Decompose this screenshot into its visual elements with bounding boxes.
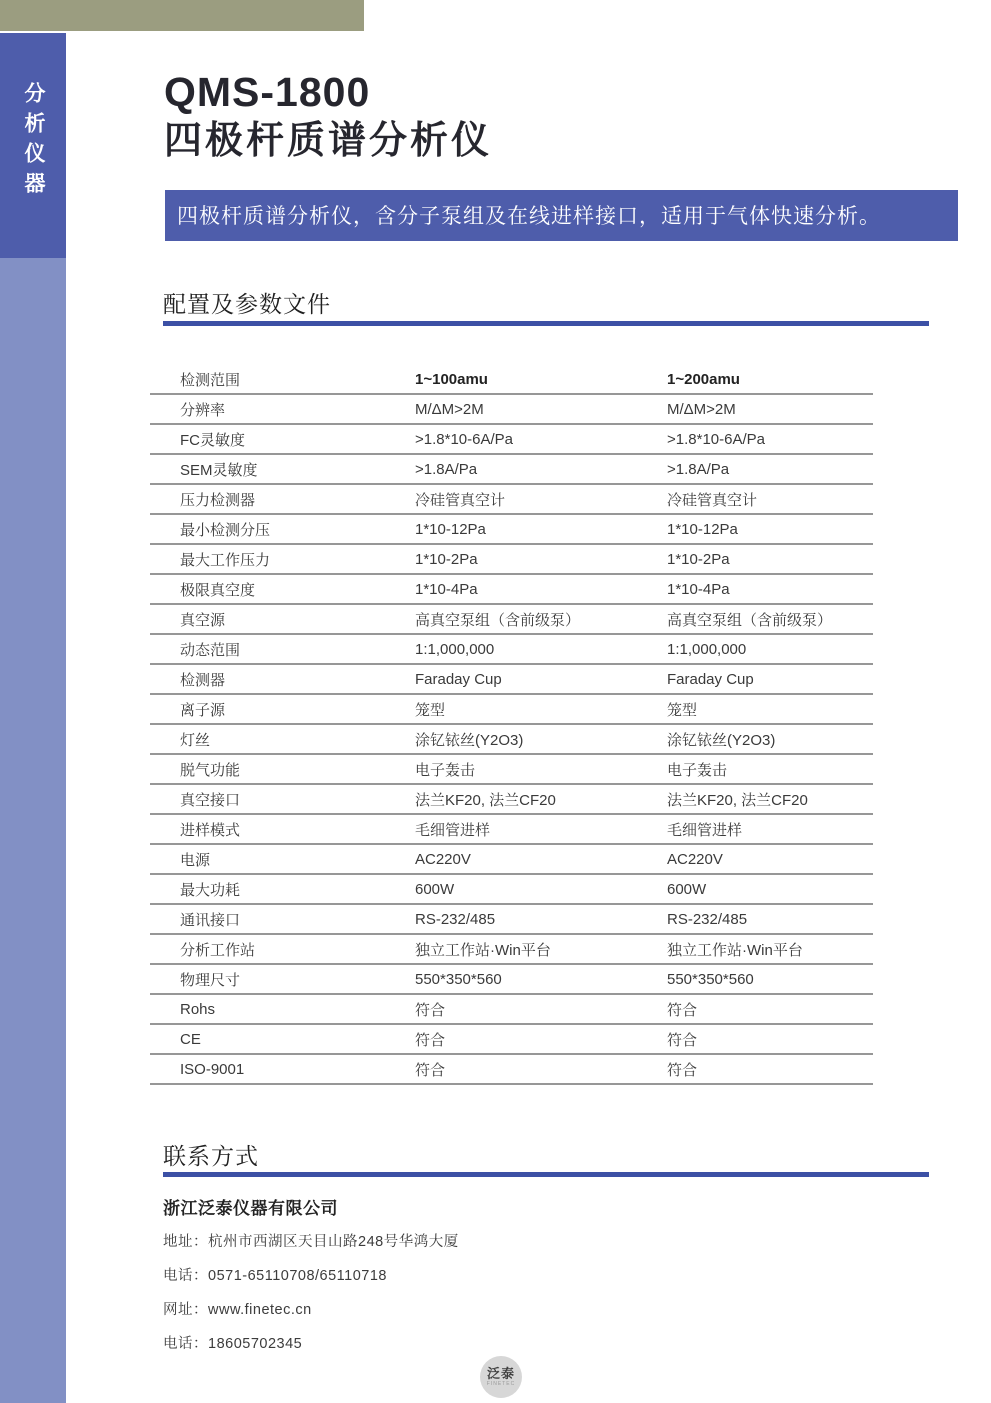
table-row xyxy=(150,575,873,605)
table-row xyxy=(150,395,873,425)
spec-value-200amu: 笼型 xyxy=(667,701,698,719)
spec-value-100amu: 1:1,000,000 xyxy=(415,640,495,658)
spec-label: 灯丝 xyxy=(180,731,211,749)
spec-value-200amu: 法兰KF20, 法兰CF20 xyxy=(667,791,808,809)
spec-label: 通讯接口 xyxy=(180,911,241,929)
table-row xyxy=(150,965,873,995)
spec-label: 动态范围 xyxy=(180,641,241,659)
sidebar-lower-band xyxy=(0,258,66,1403)
spec-value-100amu: Faraday Cup xyxy=(415,670,502,688)
contact-block xyxy=(163,1194,459,1366)
spec-label: 最小检测分压 xyxy=(180,521,271,539)
company-name: 浙江泛泰仪器有限公司 xyxy=(163,1199,338,1218)
spec-value-100amu: >1.8*10-6A/Pa xyxy=(415,430,513,448)
contact-line: 电话：0571-65110708/65110718 xyxy=(163,1268,387,1284)
spec-value-100amu: 符合 xyxy=(415,1061,446,1079)
spec-label: CE xyxy=(180,1030,201,1048)
specs-section-title: 配置及参数文件 xyxy=(163,291,331,317)
category-sidebar xyxy=(0,33,66,258)
contact-line: 网址：www.finetec.cn xyxy=(163,1302,312,1318)
table-row xyxy=(150,365,873,395)
table-row xyxy=(150,665,873,695)
table-row xyxy=(150,935,873,965)
spec-value-100amu: 冷硅管真空计 xyxy=(415,491,506,509)
spec-label: 检测范围 xyxy=(180,371,241,389)
spec-label: Rohs xyxy=(180,1000,216,1018)
table-row xyxy=(150,695,873,725)
contact-line: 地址：杭州市西湖区天目山路248号华鸿大厦 xyxy=(163,1234,459,1250)
spec-value-200amu: 1*10-12Pa xyxy=(667,520,738,538)
logo-chinese-text: 泛泰 xyxy=(486,1366,515,1381)
spec-value-200amu: 高真空泵组（含前级泵） xyxy=(667,611,833,629)
spec-label: ISO-9001 xyxy=(180,1060,245,1078)
table-row xyxy=(150,455,873,485)
table-row xyxy=(150,1055,873,1085)
spec-value-200amu: 涂钇铱丝(Y2O3) xyxy=(667,731,776,749)
spec-value-200amu: 毛细管进样 xyxy=(667,821,743,839)
spec-value-200amu: RS-232/485 xyxy=(667,910,748,928)
spec-value-100amu: 毛细管进样 xyxy=(415,821,491,839)
product-name: 四极杆质谱分析仪 xyxy=(164,120,493,163)
table-row xyxy=(150,1025,873,1055)
table-row xyxy=(150,785,873,815)
specs-section-rule xyxy=(163,321,929,326)
spec-label: 真空接口 xyxy=(180,791,241,809)
contact-section-rule xyxy=(163,1172,929,1177)
table-row xyxy=(150,515,873,545)
spec-value-100amu: 电子轰击 xyxy=(415,761,476,779)
spec-value-100amu: 涂钇铱丝(Y2O3) xyxy=(415,731,524,749)
contact-line: 电话：18605702345 xyxy=(163,1336,303,1352)
spec-value-200amu: AC220V xyxy=(667,850,723,868)
spec-label: 极限真空度 xyxy=(180,581,256,599)
spec-label: 压力检测器 xyxy=(180,491,256,509)
spec-value-100amu: 法兰KF20, 法兰CF20 xyxy=(415,791,556,809)
top-beige-strip xyxy=(0,0,364,31)
table-row xyxy=(150,725,873,755)
spec-value-200amu: Faraday Cup xyxy=(667,670,754,688)
spec-value-100amu: 1~100amu xyxy=(415,370,488,388)
spec-value-200amu: 独立工作站·Win平台 xyxy=(667,941,803,959)
spec-value-200amu: >1.8*10-6A/Pa xyxy=(667,430,765,448)
spec-value-100amu: 符合 xyxy=(415,1001,446,1019)
product-description-banner: 四极杆质谱分析仪，含分子泵组及在线进样接口，适用于气体快速分析。 xyxy=(165,190,958,241)
spec-value-100amu: >1.8A/Pa xyxy=(415,460,478,478)
table-row xyxy=(150,635,873,665)
spec-value-100amu: 1*10-4Pa xyxy=(415,580,478,598)
spec-label: 脱气功能 xyxy=(180,761,241,779)
spec-value-200amu: 1:1,000,000 xyxy=(667,640,747,658)
spec-value-200amu: 符合 xyxy=(667,1001,698,1019)
table-row xyxy=(150,995,873,1025)
spec-value-100amu: RS-232/485 xyxy=(415,910,496,928)
spec-value-200amu: 符合 xyxy=(667,1031,698,1049)
table-row xyxy=(150,815,873,845)
spec-value-200amu: 1*10-4Pa xyxy=(667,580,730,598)
spec-label: 分辨率 xyxy=(180,401,226,419)
spec-value-200amu: 1~200amu xyxy=(667,370,740,388)
table-row xyxy=(150,425,873,455)
spec-value-100amu: 1*10-2Pa xyxy=(415,550,478,568)
spec-value-100amu: 550*350*560 xyxy=(415,970,502,988)
spec-label: SEM灵敏度 xyxy=(180,461,258,479)
spec-value-200amu: 600W xyxy=(667,880,707,898)
spec-value-200amu: 1*10-2Pa xyxy=(667,550,730,568)
spec-value-100amu: M/ΔM>2M xyxy=(415,400,484,418)
spec-value-100amu: 独立工作站·Win平台 xyxy=(415,941,551,959)
product-code: QMS-1800 xyxy=(164,69,371,115)
table-row xyxy=(150,875,873,905)
spec-value-200amu: M/ΔM>2M xyxy=(667,400,736,418)
category-label: 分析仪器 xyxy=(22,82,45,202)
spec-label: 真空源 xyxy=(180,611,226,629)
table-row xyxy=(150,845,873,875)
table-row xyxy=(150,545,873,575)
spec-label: 最大工作压力 xyxy=(180,551,271,569)
spec-value-200amu: 符合 xyxy=(667,1061,698,1079)
logo-english-text: FINETEC xyxy=(486,1381,516,1387)
spec-value-100amu: 1*10-12Pa xyxy=(415,520,486,538)
spec-label: 电源 xyxy=(180,851,211,869)
contact-section-title: 联系方式 xyxy=(163,1143,259,1169)
company-logo xyxy=(480,1356,522,1398)
spec-value-100amu: AC220V xyxy=(415,850,471,868)
spec-label: 进样模式 xyxy=(180,821,241,839)
spec-value-200amu: 冷硅管真空计 xyxy=(667,491,758,509)
spec-label: 检测器 xyxy=(180,671,226,689)
spec-table xyxy=(150,365,873,1085)
spec-value-200amu: >1.8A/Pa xyxy=(667,460,730,478)
spec-value-100amu: 600W xyxy=(415,880,455,898)
spec-value-100amu: 高真空泵组（含前级泵） xyxy=(415,611,581,629)
spec-label: 离子源 xyxy=(180,701,226,719)
table-row xyxy=(150,905,873,935)
spec-value-100amu: 笼型 xyxy=(415,701,446,719)
table-row xyxy=(150,755,873,785)
spec-label: 最大功耗 xyxy=(180,881,241,899)
table-row xyxy=(150,485,873,515)
spec-label: 物理尺寸 xyxy=(180,971,241,989)
spec-value-200amu: 550*350*560 xyxy=(667,970,754,988)
spec-label: FC灵敏度 xyxy=(180,431,245,449)
title-block xyxy=(164,70,492,165)
spec-value-100amu: 符合 xyxy=(415,1031,446,1049)
table-row xyxy=(150,605,873,635)
spec-label: 分析工作站 xyxy=(180,941,256,959)
spec-value-200amu: 电子轰击 xyxy=(667,761,728,779)
